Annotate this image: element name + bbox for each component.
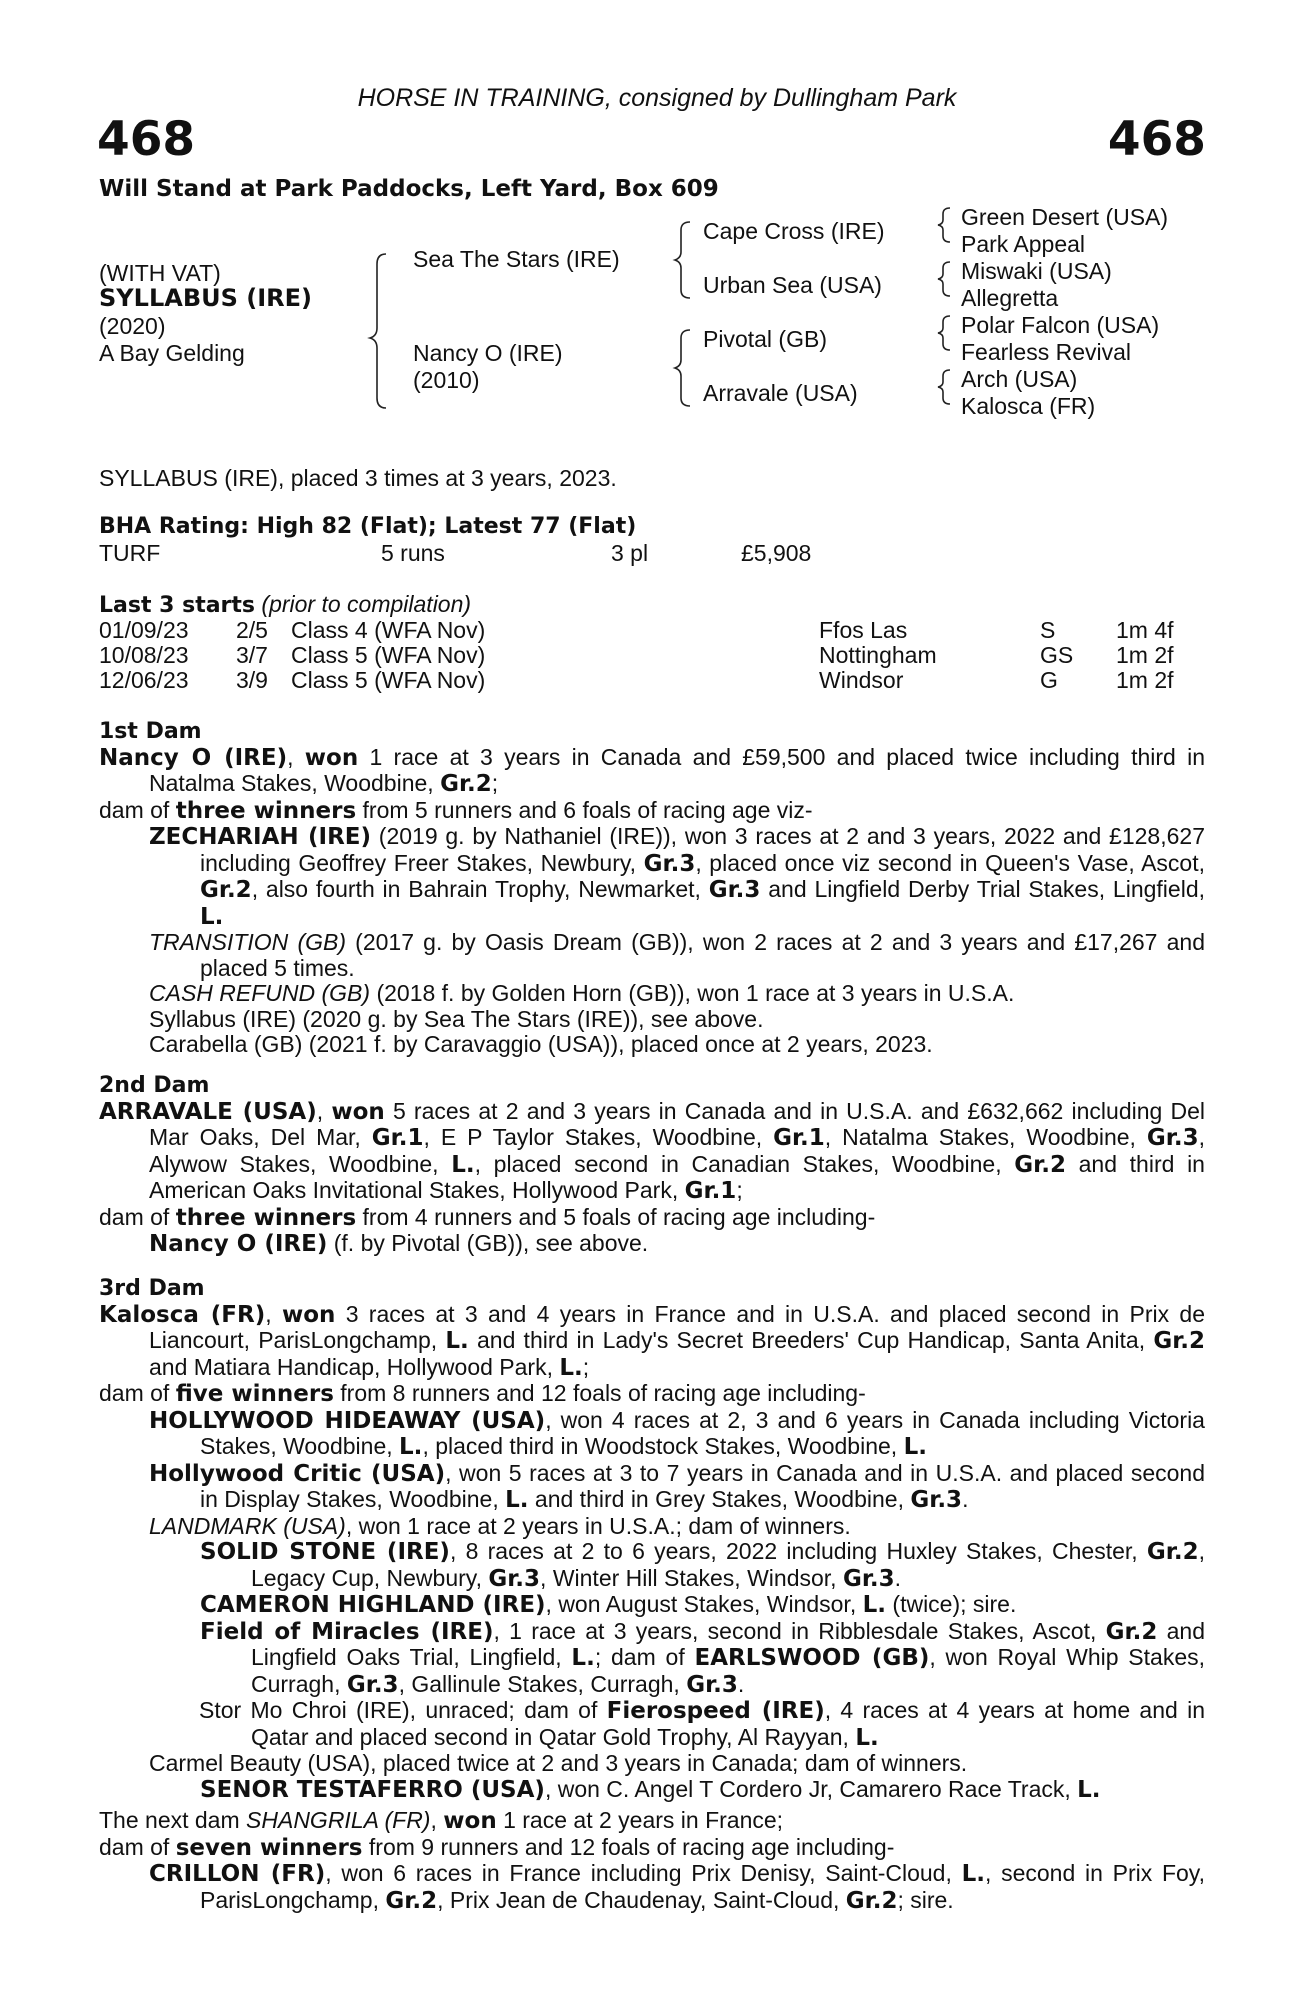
pedigree-dam-sire: Pivotal (GB): [703, 326, 827, 352]
pedigree-dam-year: (2010): [413, 367, 480, 393]
pedigree-ddd: Kalosca (FR): [961, 393, 1096, 419]
pedigree-dam: Nancy O (IRE): [413, 340, 563, 366]
last-starts-heading: [99, 591, 471, 618]
produce-transition: TRANSITION (GB) (2017 g. by Oasis Dream (GB)), won 2 races at 2 and 3 years and £17,267 and placed 5 times.: [149, 929, 1205, 981]
produce-carabella: Carabella (GB) (2021 f. by Caravaggio (USA)), placed once at 2 years, 2023.: [149, 1031, 933, 1057]
produce-field-of-miracles: Field of Miracles (IRE), 1 race at 3 years, second in Ribblesdale Stakes, Ascot, Gr.2 and Lingfield Oaks Trial, Lingfield, L.; dam of EARLSWOOD (GB), won Royal Whip Stakes, Curragh, Gr.3, Gallinule Stakes, Curragh, Gr.3.: [200, 1617, 1206, 1698]
start-course: Windsor: [819, 667, 904, 693]
produce-stor-mo-chroi: Stor Mo Chroi (IRE), unraced; dam of Fierospeed (IRE), 4 races at 4 years at home and in Qatar and placed second in Qatar Gold Trophy, Al Rayyan, L.: [199, 1697, 1205, 1751]
start-date: 10/08/23: [99, 642, 189, 668]
pedigree-sss: Green Desert (USA): [961, 204, 1169, 230]
start-race: Class 5 (WFA Nov): [291, 642, 486, 668]
pedigree-sire-sire: Cape Cross (IRE): [703, 218, 885, 244]
last-starts-note: (prior to compilation): [261, 591, 472, 617]
next-dam-section: [99, 1808, 1205, 1914]
pedigree-sire-dam: Urban Sea (USA): [703, 272, 882, 298]
produce-landmark: LANDMARK (USA), won 1 race at 2 years in U.S.A.; dam of winners.: [149, 1512, 851, 1539]
consignment-title: HORSE IN TRAINING, consigned by Dullingham Park: [357, 84, 957, 112]
first-dam-record: Nancy O (IRE), won 1 race at 3 years in Canada and £59,500 and placed twice including third in Natalma Stakes, Woodbine, Gr.2;: [99, 743, 1206, 797]
second-dam-record: ARRAVALE (USA), won 5 races at 2 and 3 years in Canada and in U.S.A. and £632,662 including Del Mar Oaks, Del Mar, Gr.1, E P Taylor Stakes, Woodbine, Gr.1, Natalma Stakes, Woodbine, Gr.3, Alywow Stakes, Woodbine, L., placed second in Canadian Stakes, Woodbine, Gr.2 and third in American Oaks Invitational Stakes, Hollywood Park, Gr.1;: [99, 1097, 1205, 1204]
race-summary: SYLLABUS (IRE), placed 3 times at 3 years, 2023.: [99, 465, 617, 491]
produce-solid-stone: SOLID STONE (IRE), 8 races at 2 to 6 years, 2022 including Huxley Stakes, Chester, Gr.2, Legacy Cup, Newbury, Gr.3, Winter Hill Stakes, Windsor, Gr.3.: [200, 1538, 1205, 1592]
start-position: 2/5: [236, 617, 268, 643]
pedigree-dss: Polar Falcon (USA): [961, 312, 1160, 338]
third-dam-record: Kalosca (FR), won 3 races at 3 and 4 years in France and in U.S.A. and placed second in Prix de Liancourt, ParisLongchamp, L. and third in Lady's Secret Breeders' Cup Handicap, Santa Anita, Gr.2 and Matiara Handicap, Hollywood Park, L.;: [99, 1300, 1205, 1381]
pedigree-sds: Miswaki (USA): [961, 258, 1112, 284]
produce-hollywood-critic: Hollywood Critic (USA), won 5 races at 3 to 7 years in Canada and in U.S.A. and placed second in Display Stakes, Woodbine, L. and third in Grey Stakes, Woodbine, Gr.3.: [149, 1459, 1206, 1513]
bha-rating: BHA Rating: High 82 (Flat); Latest 77 (Flat): [99, 514, 637, 539]
vat-status: (WITH VAT): [99, 260, 221, 286]
produce-hollywood-hideaway: HOLLYWOOD HIDEAWAY (USA), won 4 races at 2, 3 and 6 years in Canada including Victoria Stakes, Woodbine, L., placed third in Woodstock Stakes, Woodbine, L.: [149, 1406, 1205, 1460]
pedigree-dds: Arch (USA): [961, 366, 1078, 392]
start-course: Nottingham: [819, 642, 937, 668]
third-dam-produce: dam of five winners from 8 runners and 12 foals of racing age including-: [99, 1380, 866, 1407]
lot-number-left: 468: [97, 112, 196, 167]
pedigree-sdd: Allegretta: [961, 285, 1059, 311]
horse-description: A Bay Gelding: [99, 340, 245, 366]
start-race: Class 5 (WFA Nov): [291, 667, 486, 693]
pedigree-ssd: Park Appeal: [961, 231, 1086, 257]
pedigree-sire: Sea The Stars (IRE): [413, 246, 620, 272]
start-going: GS: [1040, 642, 1074, 668]
start-distance: 1m 2f: [1116, 642, 1174, 668]
pedigree-dam-dam: Arravale (USA): [703, 380, 858, 406]
start-date: 01/09/23: [99, 617, 189, 643]
second-dam-section: [99, 1072, 1205, 1258]
stand-location: Will Stand at Park Paddocks, Left Yard, Box 609: [99, 176, 719, 202]
start-going: G: [1040, 667, 1058, 693]
produce-zechariah: ZECHARIAH (IRE) (2019 g. by Nathaniel (IRE)), won 3 races at 2 and 3 years, 2022 and £128,627 including Geoffrey Freer Stakes, Newbury, Gr.3, placed once viz second in Queen's Vase, Ascot, Gr.2, also fourth in Bahrain Trophy, Newmarket, Gr.3 and Lingfield Derby Trial Stakes, Lingfield, L.: [149, 823, 1205, 930]
next-dam-produce: dam of seven winners from 9 runners and 12 foals of racing age including-: [99, 1833, 895, 1861]
horse-year: (2020): [99, 313, 166, 339]
lot-number-right: 468: [1107, 112, 1206, 167]
rating-prize: £5,908: [741, 540, 812, 566]
first-dam-heading: 1st Dam: [99, 719, 202, 744]
second-dam-heading: 2nd Dam: [99, 1073, 210, 1098]
produce-cash-refund: CASH REFUND (GB) (2018 f. by Golden Horn (GB)), won 1 race at 3 years in U.S.A.: [149, 980, 1015, 1006]
produce-senor-testaferro: SENOR TESTAFERRO (USA), won C. Angel T Cordero Jr, Camarero Race Track, L.: [200, 1775, 1101, 1803]
start-going: S: [1040, 617, 1056, 643]
last-starts-title: Last 3 starts: [99, 593, 256, 618]
third-dam-heading: 3rd Dam: [99, 1276, 205, 1301]
rating-runs: 5 runs: [381, 540, 445, 566]
start-distance: 1m 2f: [1116, 667, 1174, 693]
start-date: 12/06/23: [99, 667, 189, 693]
start-race: Class 4 (WFA Nov): [291, 617, 486, 643]
produce-cameron-highland: CAMERON HIGHLAND (IRE), won August Stakes, Windsor, L. (twice); sire.: [200, 1591, 1017, 1618]
produce-syllabus: Syllabus (IRE) (2020 g. by Sea The Stars (IRE)), see above.: [149, 1005, 764, 1032]
first-dam-produce: dam of three winners from 5 runners and 6 foals of racing age viz-: [99, 796, 813, 824]
second-dam-produce: dam of three winners from 4 runners and 5 foals of racing age including-: [99, 1203, 876, 1231]
start-position: 3/7: [236, 642, 268, 668]
first-dam-section: [99, 718, 1205, 1058]
start-course: Ffos Las: [819, 617, 908, 643]
start-distance: 1m 4f: [1116, 617, 1174, 643]
horse-name: SYLLABUS (IRE): [99, 284, 312, 312]
next-dam-record: The next dam SHANGRILA (FR), won 1 race at 2 years in France;: [99, 1807, 784, 1834]
third-dam-section: [99, 1275, 1205, 1803]
rating-placed: 3 pl: [611, 540, 649, 566]
produce-carmel-beauty: Carmel Beauty (USA), placed twice at 2 and 3 years in Canada; dam of winners.: [149, 1750, 968, 1776]
start-position: 3/9: [236, 667, 268, 693]
rating-surface: TURF: [99, 540, 161, 566]
pedigree-dsd: Fearless Revival: [961, 339, 1131, 365]
produce-nancy-o: Nancy O (IRE) (f. by Pivotal (GB)), see above.: [149, 1230, 649, 1257]
produce-crillon: CRILLON (FR), won 6 races in France including Prix Denisy, Saint-Cloud, L., second in Prix Foy, ParisLongchamp, Gr.2, Prix Jean de Chaudenay, Saint-Cloud, Gr.2; sire.: [149, 1860, 1205, 1914]
